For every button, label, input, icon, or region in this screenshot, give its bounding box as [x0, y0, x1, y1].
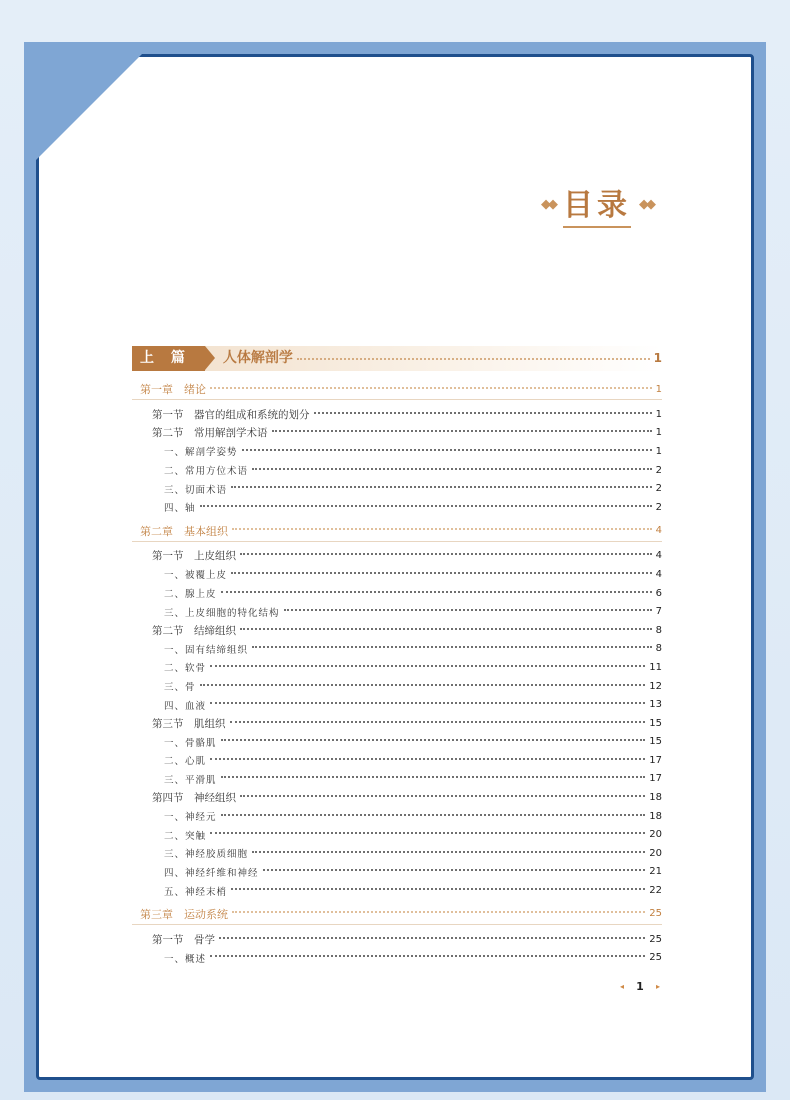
toc-entry-page-number: 1: [655, 427, 662, 439]
dot-leader: [231, 571, 652, 574]
toc-item-row[interactable]: [132, 948, 662, 967]
toc-entry-label: 三、上皮细胞的特化结构: [164, 607, 280, 619]
toc-entry-label: 第二章 基本组织: [140, 524, 228, 538]
toc-section-row[interactable]: [132, 714, 662, 733]
toc-entry-page-number: 6: [655, 587, 662, 599]
toc-part-row[interactable]: [132, 346, 662, 371]
toc-entry-label: 一、被覆上皮: [164, 570, 228, 582]
dot-leader: [230, 720, 646, 723]
toc-entry-page-number: 4: [655, 550, 662, 562]
page-title: 目录: [563, 180, 631, 228]
toc-entry-label: 一、骨骼肌: [164, 737, 217, 749]
toc-entry-page-number: 13: [649, 699, 662, 711]
toc-entry-page-number: 8: [655, 624, 662, 636]
toc-entry-page-number: 18: [649, 792, 662, 804]
dot-leader: [210, 664, 645, 667]
toc-entry-label: 四、血液: [164, 700, 207, 712]
toc-section-row[interactable]: [132, 424, 662, 443]
toc-entry-label: 三、平滑肌: [164, 774, 217, 786]
toc-item-row[interactable]: [132, 695, 662, 714]
part-title: 人体解剖学: [222, 350, 293, 366]
toc-item-row[interactable]: [132, 442, 662, 461]
toc-item-row[interactable]: [132, 770, 662, 789]
toc-entry-label: 三、切面术语: [164, 484, 228, 496]
toc-entry-page-number: 25: [649, 908, 662, 920]
toc-section-row[interactable]: [132, 405, 662, 424]
toc-entry-page-number: 4: [655, 568, 662, 580]
toc-entry-page-number: 20: [649, 847, 662, 859]
toc-chapter-row[interactable]: [132, 379, 662, 400]
toc-entry-page-number: 4: [655, 525, 662, 537]
toc-item-row[interactable]: [132, 498, 662, 517]
toc-entry-label: 二、软骨: [164, 663, 207, 675]
dot-leader: [240, 552, 652, 555]
page-number: 1: [636, 979, 644, 993]
toc-chapter-row[interactable]: [132, 521, 662, 542]
toc-entry-label: 第三章 运动系统: [140, 907, 228, 921]
toc-entry-label: 第一节 上皮组织: [152, 550, 236, 563]
toc-item-row[interactable]: [132, 584, 662, 603]
toc-item-row[interactable]: [132, 881, 662, 900]
next-arrow-icon[interactable]: ▸: [655, 981, 660, 991]
dot-leader: [232, 527, 652, 530]
part-page-number: 1: [653, 351, 662, 365]
toc-item-row[interactable]: [132, 658, 662, 677]
dot-leader: [314, 411, 652, 414]
dot-leader: [240, 794, 645, 797]
toc-entry-page-number: 15: [649, 736, 662, 748]
toc-entry-label: 二、突触: [164, 830, 207, 842]
toc-entry-label: 第三节 肌组织: [152, 717, 226, 730]
dot-leader: [210, 386, 652, 389]
dot-leader: [252, 467, 652, 470]
dot-leader: [221, 590, 652, 593]
toc-entry-label: 二、心肌: [164, 756, 207, 768]
toc-item-row[interactable]: [132, 807, 662, 826]
corner-fold: [24, 42, 154, 172]
toc-item-row[interactable]: [132, 751, 662, 770]
toc-entry-page-number: 18: [649, 810, 662, 822]
dot-leader: [252, 850, 645, 853]
toc-item-row[interactable]: [132, 677, 662, 696]
dot-leader: [200, 504, 652, 507]
toc-entry-page-number: 1: [655, 408, 662, 420]
dot-leader: [231, 887, 645, 890]
toc-item-row[interactable]: [132, 825, 662, 844]
toc-item-row[interactable]: [132, 733, 662, 752]
toc-section-row[interactable]: [132, 930, 662, 949]
dot-leader: [242, 448, 652, 451]
dot-leader: [231, 485, 652, 488]
toc-chapter-row[interactable]: [132, 904, 662, 925]
toc-entry-page-number: 8: [655, 643, 662, 655]
toc-entry-label: 第二节 结缔组织: [152, 624, 236, 637]
dot-leader: [210, 701, 645, 704]
right-diamond-ornament-icon: ◆◆: [639, 196, 653, 212]
toc-entry-label: 三、神经胶质细胞: [164, 849, 249, 861]
toc-entry-page-number: 2: [655, 501, 662, 513]
toc-entry-label: 二、常用方位术语: [164, 466, 249, 478]
toc-entry-label: 四、轴: [164, 503, 196, 515]
dot-leader: [252, 645, 652, 648]
dot-leader: [221, 738, 646, 741]
toc-entry-label: 五、神经末梢: [164, 886, 228, 898]
toc-entry-label: 一、固有结缔组织: [164, 644, 249, 656]
toc-entry-label: 三、骨: [164, 682, 196, 694]
dot-leader: [240, 627, 652, 630]
dot-leader: [210, 757, 645, 760]
toc-entry-page-number: 12: [649, 680, 662, 692]
toc-section-row[interactable]: [132, 621, 662, 640]
toc-section-row[interactable]: [132, 547, 662, 566]
toc-entry-page-number: 22: [649, 885, 662, 897]
toc-entry-label: 四、神经纤维和神经: [164, 867, 259, 879]
left-diamond-ornament-icon: ◆◆: [541, 196, 555, 212]
toc-entry-page-number: 17: [649, 773, 662, 785]
prev-arrow-icon[interactable]: ◂: [620, 981, 625, 991]
toc-entry-page-number: 7: [655, 606, 662, 618]
toc-item-row[interactable]: [132, 863, 662, 882]
dot-leader: [263, 868, 646, 871]
toc-entry-page-number: 1: [655, 445, 662, 457]
dot-leader: [221, 775, 646, 778]
toc-entry-page-number: 2: [655, 483, 662, 495]
toc-entry-page-number: 17: [649, 754, 662, 766]
toc-entry-page-number: 25: [649, 933, 662, 945]
toc-item-row[interactable]: [132, 844, 662, 863]
toc-entry-label: 第一章 绪论: [140, 383, 206, 396]
dot-leader: [297, 357, 650, 360]
dot-leader: [210, 954, 645, 957]
dot-leader: [284, 608, 652, 611]
toc-entry-page-number: 15: [649, 717, 662, 729]
toc-entry-label: 二、腺上皮: [164, 589, 217, 601]
dot-leader: [210, 831, 645, 834]
page-footer: [620, 978, 660, 994]
toc-section-row[interactable]: [132, 788, 662, 807]
part-badge: 上 篇: [132, 346, 205, 371]
dot-leader: [200, 683, 646, 686]
toc-entry-label: 一、概述: [164, 953, 207, 965]
dot-leader: [221, 813, 646, 816]
toc-entry-label: 第二节 常用解剖学术语: [152, 427, 268, 440]
dot-leader: [219, 936, 645, 939]
dot-leader: [232, 910, 645, 913]
toc-entry-page-number: 21: [649, 866, 662, 878]
toc-entry-page-number: 1: [655, 383, 662, 395]
toc-entry-label: 第一节 骨学: [152, 933, 215, 946]
toc-entry-label: 第四节 神经组织: [152, 792, 236, 805]
dot-leader: [272, 429, 652, 432]
toc-item-row[interactable]: [132, 602, 662, 621]
toc-entry-page-number: 25: [649, 952, 662, 964]
toc-entry-page-number: 2: [655, 464, 662, 476]
toc-heading: [532, 180, 662, 228]
toc-item-row[interactable]: [132, 461, 662, 480]
toc-entries: [132, 379, 662, 967]
toc-entry-label: 第一节 器官的组成和系统的划分: [152, 408, 310, 421]
toc-entry-label: 一、神经元: [164, 812, 217, 824]
toc-entry-page-number: 20: [649, 829, 662, 841]
toc-item-row[interactable]: [132, 479, 662, 498]
toc-item-row[interactable]: [132, 640, 662, 659]
toc-item-row[interactable]: [132, 565, 662, 584]
toc-entry-page-number: 11: [649, 661, 662, 673]
toc-entry-label: 一、解剖学姿势: [164, 447, 238, 459]
table-of-contents: [132, 346, 662, 967]
